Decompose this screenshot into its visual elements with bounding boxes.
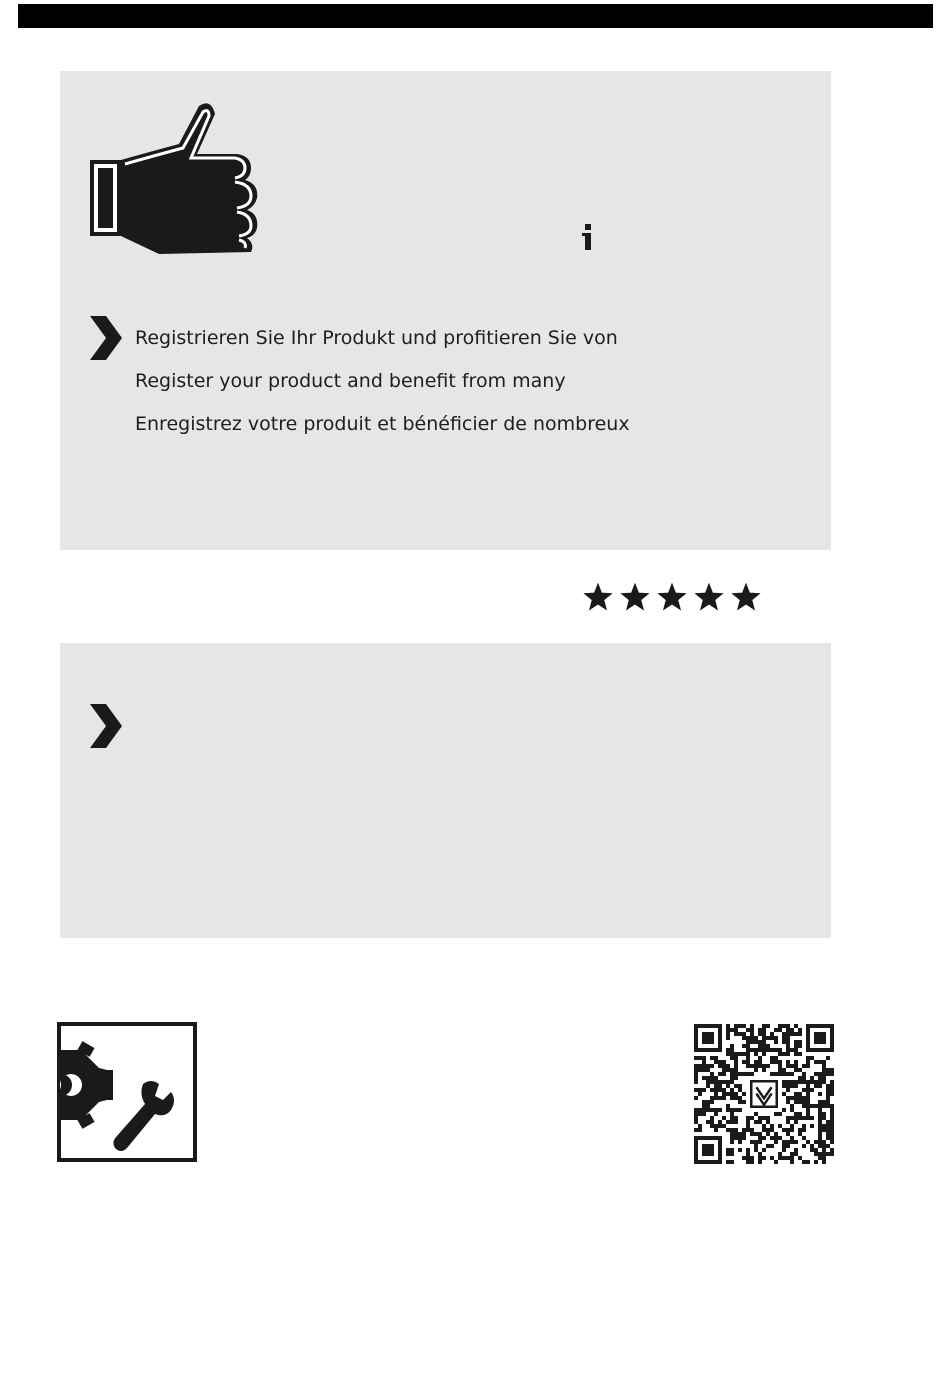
star-icon xyxy=(585,584,612,609)
star-icon xyxy=(733,584,760,609)
star-icon xyxy=(696,584,723,609)
thumbs-up-icon xyxy=(87,100,263,256)
star-rating xyxy=(583,583,763,613)
qr-code[interactable] xyxy=(694,1023,834,1165)
top-bar xyxy=(18,4,933,28)
chevron-right-icon xyxy=(88,702,124,750)
registration-text-fr: Enregistrez votre produit et bénéficier de nombreux xyxy=(135,413,630,435)
info-icon xyxy=(582,224,594,252)
gear-wrench-icon xyxy=(57,1022,197,1162)
star-icon xyxy=(659,584,686,609)
info-panel xyxy=(60,643,831,938)
chevron-right-icon xyxy=(88,314,124,362)
star-icon xyxy=(622,584,649,609)
registration-text-de: Registrieren Sie Ihr Produkt und profitieren Sie von xyxy=(135,327,618,349)
registration-text-en: Register your product and benefit from many xyxy=(135,370,566,392)
